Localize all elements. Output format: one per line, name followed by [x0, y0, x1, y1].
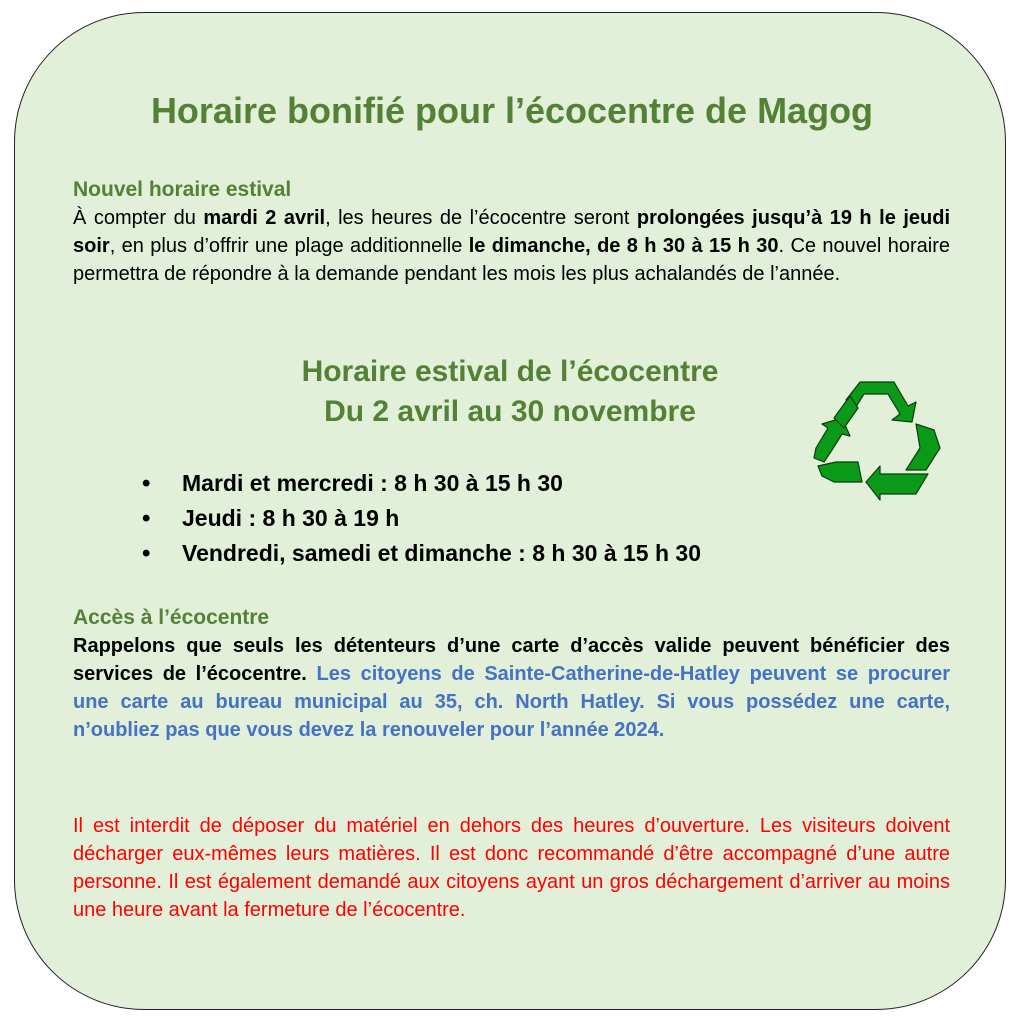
summer-text-2: , les heures de l’écocentre seront	[325, 207, 637, 229]
warning-section	[73, 812, 950, 924]
access-heading: Accès à l’écocentre	[73, 606, 270, 629]
summer-paragraph	[73, 204, 950, 288]
summer-text-3: , en plus d’offrir une plage additionnelle	[109, 235, 469, 257]
schedule-list	[140, 466, 701, 571]
list-item: • Vendredi, samedi et dimanche : 8 h 30 à 15 h 30	[140, 536, 701, 571]
access-requirement: Rappelons que seuls les détenteurs d’une carte d’accès valide peuvent bénéficier des services de l’écocentre.	[73, 635, 950, 685]
list-item: • Mardi et mercredi : 8 h 30 à 15 h 30	[140, 466, 701, 501]
access-card-info: Les citoyens de Sainte-Catherine-de-Hatley peuvent se procurer une carte au bureau municipal au 35, ch. North Hatley. Si vous possédez une carte, n’oubliez pas que vous devez la renouveler pour l’année 2024.	[73, 663, 950, 741]
page-title: Horaire bonifié pour l’écocentre de Magog	[150, 90, 874, 131]
schedule-title-line2: Du 2 avril au 30 novembre	[324, 395, 696, 428]
access-section	[73, 604, 950, 744]
summer-heading: Nouvel horaire estival	[73, 178, 292, 201]
summer-extended-hours: prolongées jusqu’à 19 h le jeudi soir	[73, 207, 950, 257]
list-item: • Jeudi : 8 h 30 à 19 h	[140, 501, 701, 536]
summer-sunday-hours: le dimanche, de 8 h 30 à 15 h 30	[468, 235, 779, 257]
summer-date: mardi 2 avril	[203, 207, 326, 229]
recycle-icon	[808, 378, 942, 502]
schedule-title	[220, 352, 800, 432]
summer-section	[73, 176, 950, 288]
schedule-title-line1: Horaire estival de l’écocentre	[301, 355, 719, 388]
access-paragraph	[73, 632, 950, 744]
summer-text-1: À compter du	[73, 207, 204, 229]
summer-text-4: . Ce nouvel horaire permettra de répondre à la demande pendant les mois les plus achalandés de l’année.	[73, 235, 950, 285]
warning-paragraph: Il est interdit de déposer du matériel en dehors des heures d’ouverture. Les visiteurs doivent décharger eux-mêmes leurs matières. Il est donc recommandé d’être accompagné d’une autre personne. Il est également demandé aux citoyens ayant un gros déchargement d’arriver au moins une heure avant la fermeture de l’écocentre.	[73, 815, 950, 921]
